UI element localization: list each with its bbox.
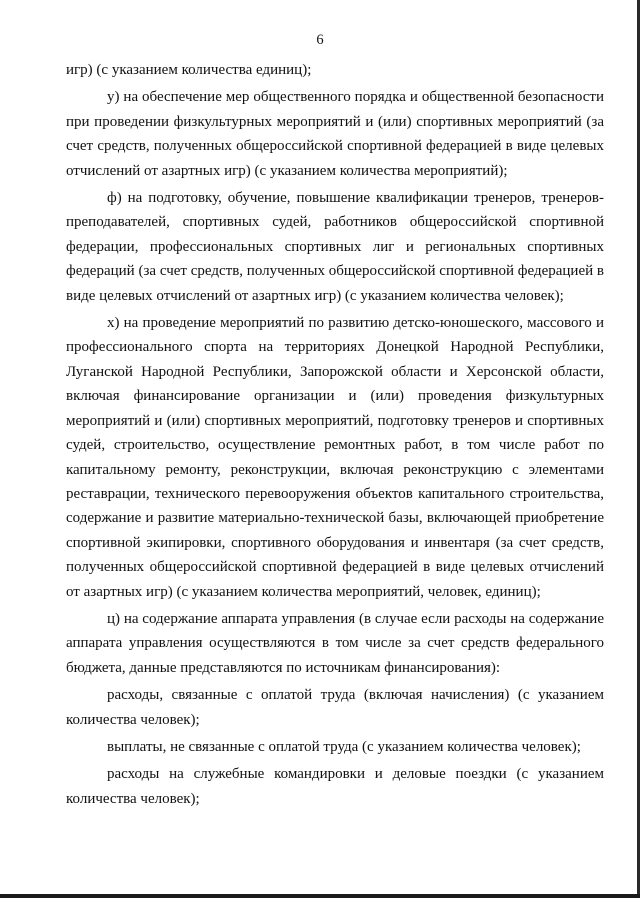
scan-edge-bottom xyxy=(0,894,640,898)
paragraph-non-labor-payments: выплаты, не связанные с оплатой труда (с указанием количества человек); xyxy=(107,738,581,755)
page-number: 6 xyxy=(316,32,324,48)
paragraph-labor-expenses: расходы, связанные с оплатой труда (включая начисления) (с указанием количества человек); xyxy=(66,687,604,728)
paragraph-item-f: ф) на подготовку, обучение, повышение квалификации тренеров, тренеров-преподавателей, спортивных судей, работников общероссийской спортивной федерации, профессиональных спортивных лиг и региональных спортивных федераций (за счет средств, полученных общероссийской спортивной федерацией в виде целевых отчислений от азартных игр) (с указанием количества человек); xyxy=(66,190,604,304)
paragraph-item-ts: ц) на содержание аппарата управления (в случае если расходы на содержание аппарата управления осуществляются в том числе за счет средств федерального бюджета, данные представляются по источникам финансирования): xyxy=(66,610,604,676)
paragraph-continuation: игр) (с указанием количества единиц); xyxy=(66,62,312,78)
paragraph-item-kh: х) на проведение мероприятий по развитию детско-юношеского, массового и профессионального спорта на территориях Донецкой Народной Республики, Луганской Народной Республики, Запорожской области и Херсонской области, включая финансирование организации и (или) проведения физкультурных мероприятий и (или) спортивных мероприятий, подготовку тренеров и спортивных судей, строительство, осуществление ремонтных работ, в том числе работ по капитальному ремонту, реконструкции, включая реконструкцию с элементами реставрации, технического перевооружения объектов капитального строительства, содержание и развитие материально-технической базы, включающей приобретение спортивной экипировки, спортивного оборудования и инвентаря (за счет средств, полученных общероссийской спортивной федерацией в виде целевых отчислений от азартных игр) (с указанием количества мероприятий, человек, единиц); xyxy=(66,315,604,600)
paragraph-travel-expenses: расходы на служебные командировки и деловые поездки (с указанием количества человек); xyxy=(66,766,604,807)
paragraph-item-u: у) на обеспечение мер общественного порядка и общественной безопасности при проведении физкультурных мероприятий и (или) спортивных мероприятий (за счет средств, полученных общероссийской спортивной федерацией в виде целевых отчислений от азартных игр) (с указанием количества мероприятий); xyxy=(66,89,604,179)
document-body xyxy=(66,58,604,814)
